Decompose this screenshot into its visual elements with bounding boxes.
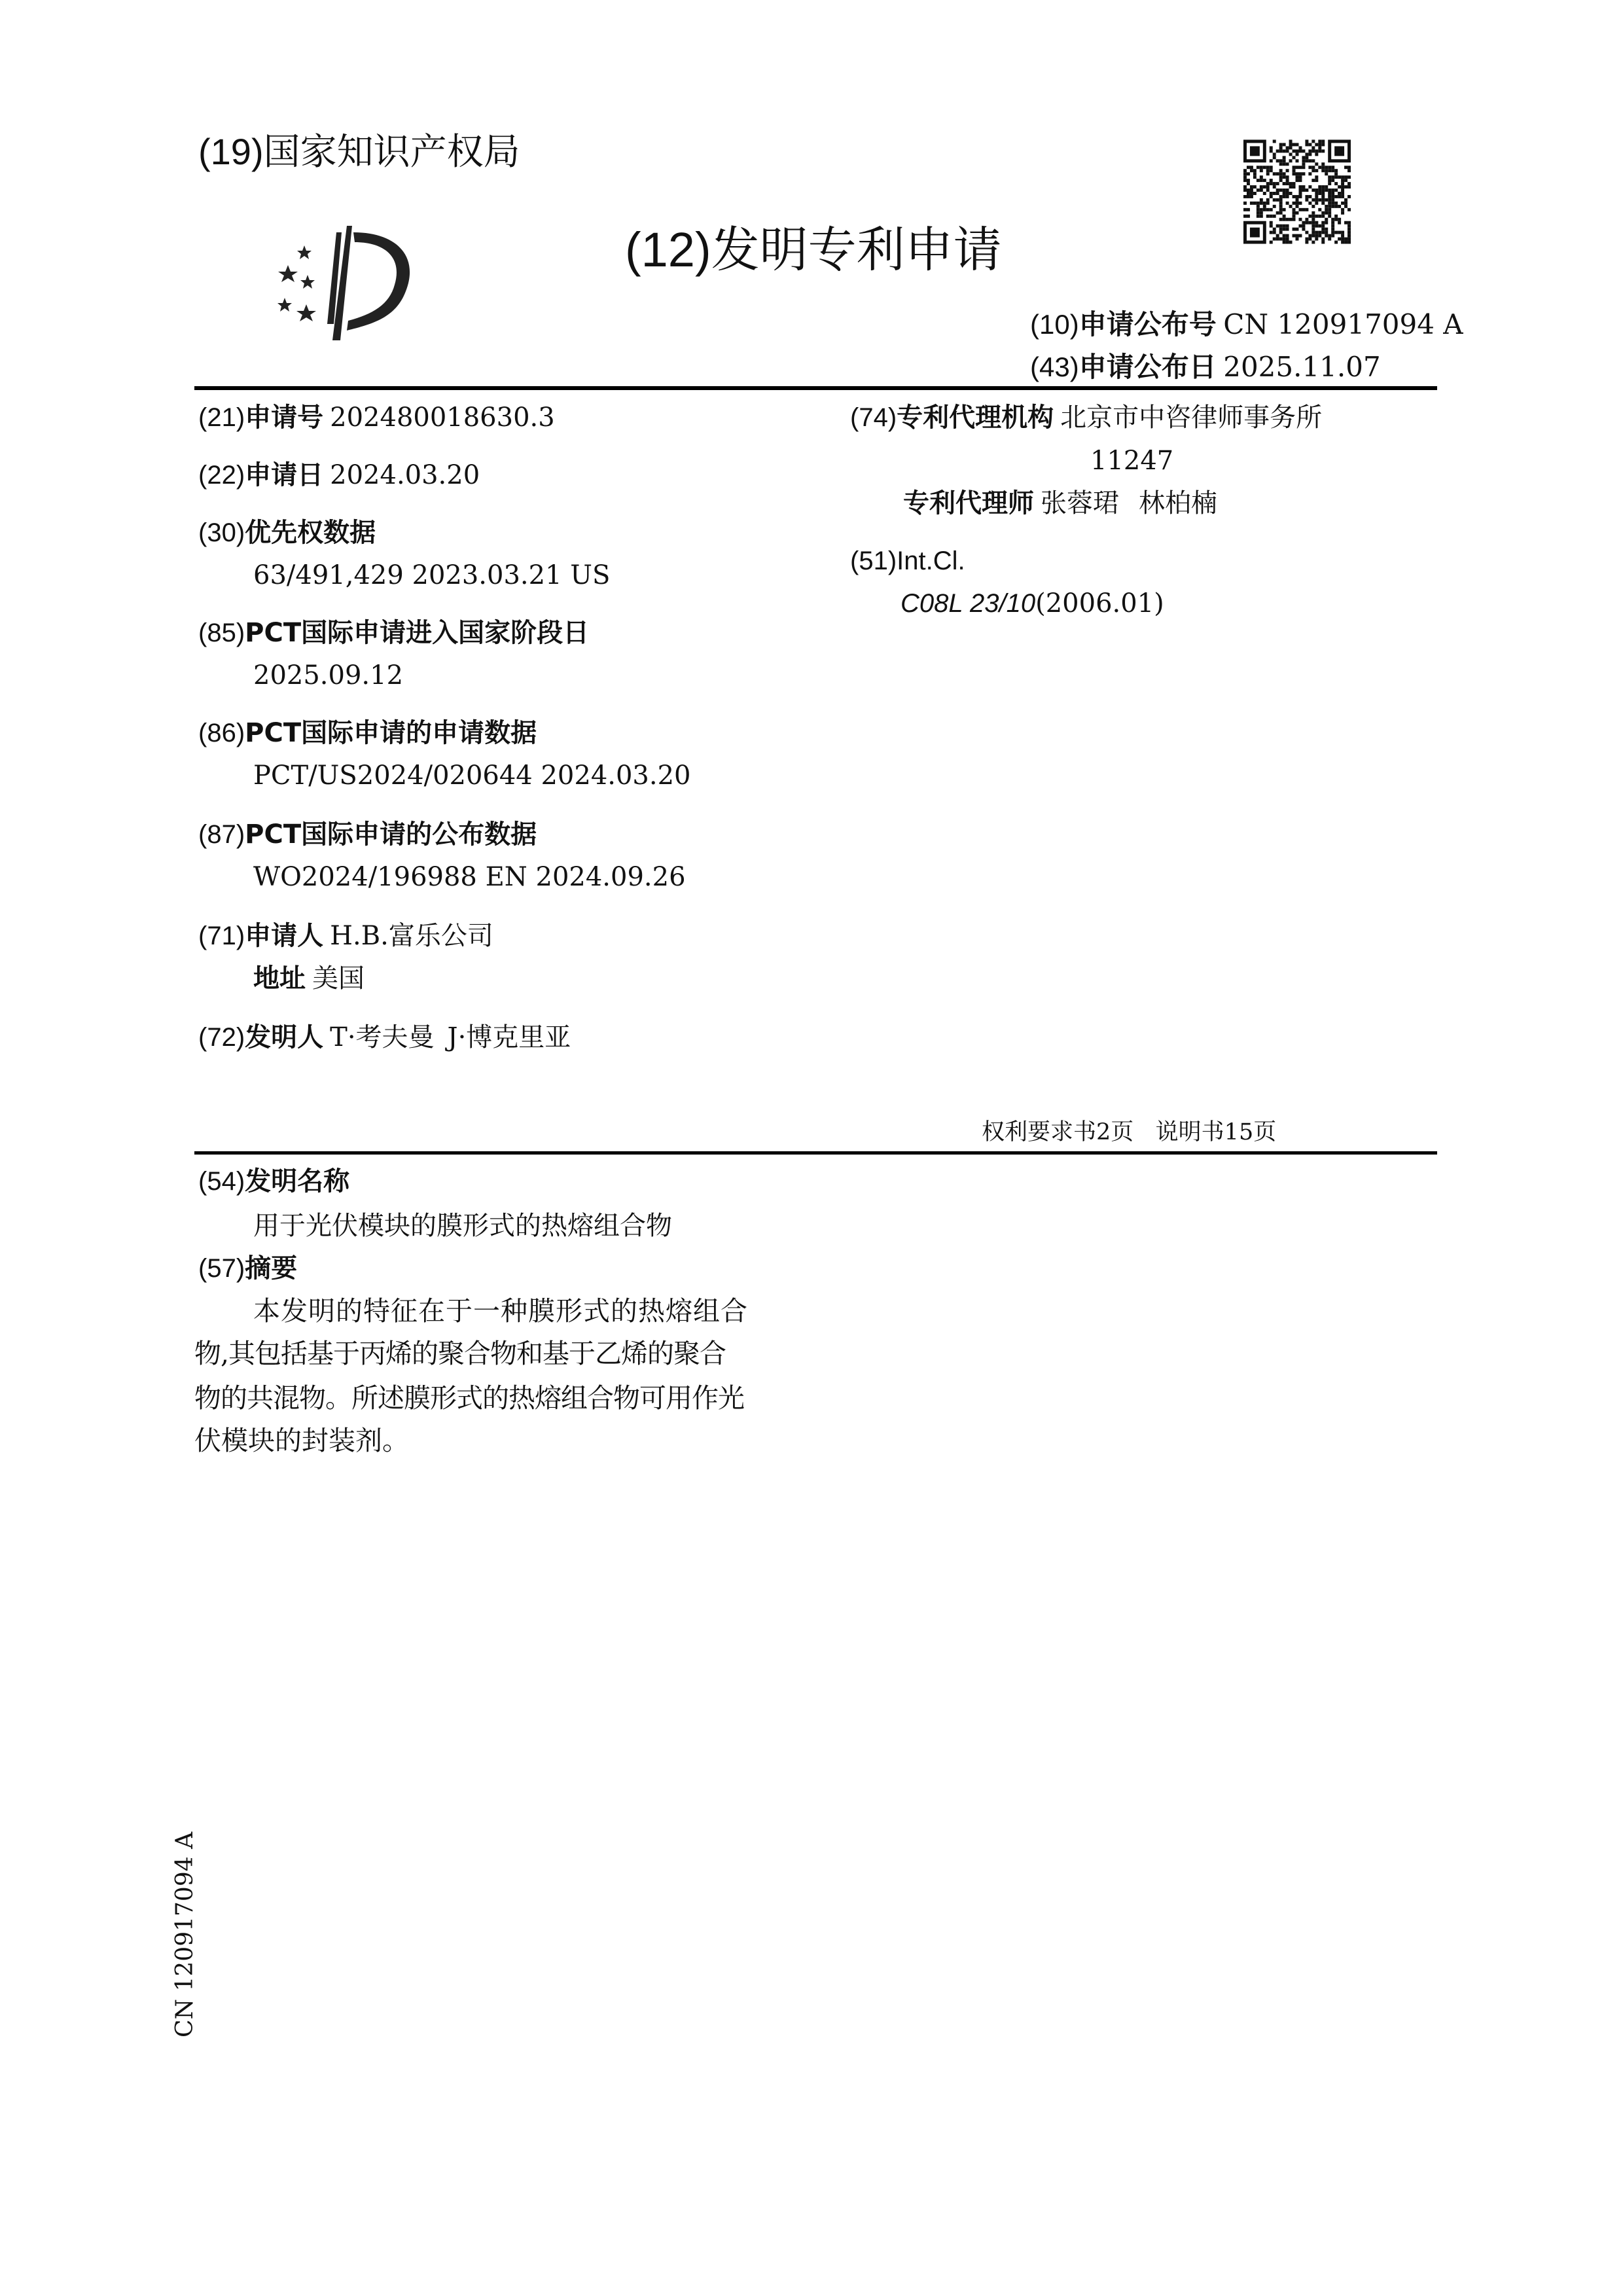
patent-agents bbox=[903, 488, 1217, 519]
pub-date-value: 2025.11.07 bbox=[1223, 351, 1380, 383]
pub-date-label: 申请公布日 bbox=[1079, 351, 1217, 383]
field-label: Int.Cl. bbox=[897, 547, 965, 575]
field-value: 美国 bbox=[312, 963, 365, 994]
pct-application-data bbox=[198, 717, 537, 749]
abstract-line: 物的共混物。所述膜形式的热熔组合物可用作光 bbox=[194, 1382, 744, 1414]
abstract-line: 伏模块的封装剂。 bbox=[194, 1425, 409, 1456]
pct-app-value: PCT/US2024/020644 2024.03.20 bbox=[253, 760, 691, 791]
patent-agency bbox=[850, 402, 1322, 433]
field-value: H.B.富乐公司 bbox=[330, 921, 493, 951]
field-code: (85) bbox=[198, 619, 245, 647]
field-code: (54) bbox=[198, 1167, 245, 1196]
field-label: 发明人 bbox=[245, 1022, 323, 1052]
field-code: (72) bbox=[198, 1023, 245, 1052]
applicant bbox=[198, 920, 493, 952]
field-code: (30) bbox=[198, 518, 245, 547]
field-label: 申请号 bbox=[245, 403, 323, 433]
field-code: (71) bbox=[198, 922, 245, 950]
field-label: PCT国际申请进入国家阶段日 bbox=[245, 618, 589, 648]
pub-no-code: (10) bbox=[1030, 309, 1079, 340]
agent-name: 张蓉珺 bbox=[1041, 488, 1119, 518]
field-code: (21) bbox=[198, 403, 245, 432]
pct-pub-value: WO2024/196988 EN 2024.09.26 bbox=[253, 861, 686, 893]
pub-no-value: CN 120917094 A bbox=[1223, 308, 1463, 340]
field-code: (57) bbox=[198, 1254, 245, 1283]
office-name: 国家知识产权局 bbox=[264, 131, 520, 173]
field-label: 摘要 bbox=[245, 1253, 297, 1283]
field-label: 专利代理机构 bbox=[897, 403, 1054, 433]
field-label: 专利代理师 bbox=[903, 488, 1034, 518]
field-value: 202480018630.3 bbox=[330, 403, 555, 433]
agent-name: 林柏楠 bbox=[1139, 488, 1217, 518]
header-divider bbox=[194, 386, 1437, 390]
pct-national-entry bbox=[198, 617, 589, 649]
abstract-heading bbox=[198, 1253, 297, 1284]
field-code: (22) bbox=[198, 461, 245, 490]
field-label: PCT国际申请的公布数据 bbox=[245, 819, 537, 850]
abstract-line: 物,其包括基于丙烯的聚合物和基于乙烯的聚合 bbox=[194, 1338, 726, 1369]
ipc-class-entry bbox=[901, 588, 1164, 619]
field-label: 申请日 bbox=[245, 460, 323, 490]
inventor-name: T·考夫曼 bbox=[330, 1022, 434, 1052]
priority-data bbox=[198, 517, 376, 548]
cnipa-logo bbox=[268, 219, 425, 350]
office-heading bbox=[198, 131, 520, 173]
doc-type: 发明专利申请 bbox=[711, 222, 1002, 278]
ipc-class: C08L 23/10 bbox=[901, 589, 1035, 618]
qr-code bbox=[1243, 139, 1351, 244]
field-code: (87) bbox=[198, 820, 245, 849]
field-code: (51) bbox=[850, 547, 897, 575]
field-label: 地址 bbox=[253, 963, 306, 994]
inventor-name: J·博克里亚 bbox=[448, 1022, 571, 1052]
field-code: (86) bbox=[198, 719, 245, 747]
description-pages: 说明书15页 bbox=[1156, 1119, 1277, 1145]
publication-number bbox=[1030, 309, 1463, 341]
office-code: (19) bbox=[198, 131, 264, 172]
abstract-line: 本发明的特征在于一种膜形式的热熔组合 bbox=[253, 1295, 748, 1327]
agency-id: 11247 bbox=[1090, 445, 1173, 476]
side-publication-number: CN 120917094 A bbox=[172, 1832, 198, 2037]
priority-value: 63/491,429 2023.03.21 US bbox=[253, 560, 610, 591]
application-date bbox=[198, 459, 480, 491]
field-value: 2024.03.20 bbox=[330, 460, 480, 490]
pct-entry-value: 2025.09.12 bbox=[253, 660, 403, 691]
applicant-address bbox=[253, 963, 365, 994]
field-label: 发明名称 bbox=[245, 1166, 349, 1196]
doc-type-heading bbox=[625, 221, 1002, 279]
claims-pages: 权利要求书2页 bbox=[982, 1119, 1133, 1145]
pub-no-label: 申请公布号 bbox=[1079, 308, 1217, 340]
pct-publication-data bbox=[198, 819, 537, 850]
ipc-version: (2006.01) bbox=[1035, 588, 1164, 619]
pub-date-code: (43) bbox=[1030, 351, 1079, 382]
field-value: 北京市中咨律师事务所 bbox=[1060, 403, 1322, 433]
invention-title: 用于光伏模块的膜形式的热熔组合物 bbox=[253, 1210, 672, 1242]
inventors bbox=[198, 1022, 571, 1053]
page-counts bbox=[982, 1114, 1276, 1147]
ipc-classification bbox=[850, 545, 965, 577]
invention-title-heading bbox=[198, 1166, 349, 1197]
section-divider bbox=[194, 1151, 1437, 1155]
field-label: 优先权数据 bbox=[245, 518, 376, 548]
field-label: 申请人 bbox=[245, 921, 323, 951]
application-number bbox=[198, 402, 555, 433]
field-label: PCT国际申请的申请数据 bbox=[245, 718, 537, 748]
doc-type-code: (12) bbox=[625, 223, 711, 277]
publication-date bbox=[1030, 351, 1381, 384]
field-code: (74) bbox=[850, 403, 897, 432]
